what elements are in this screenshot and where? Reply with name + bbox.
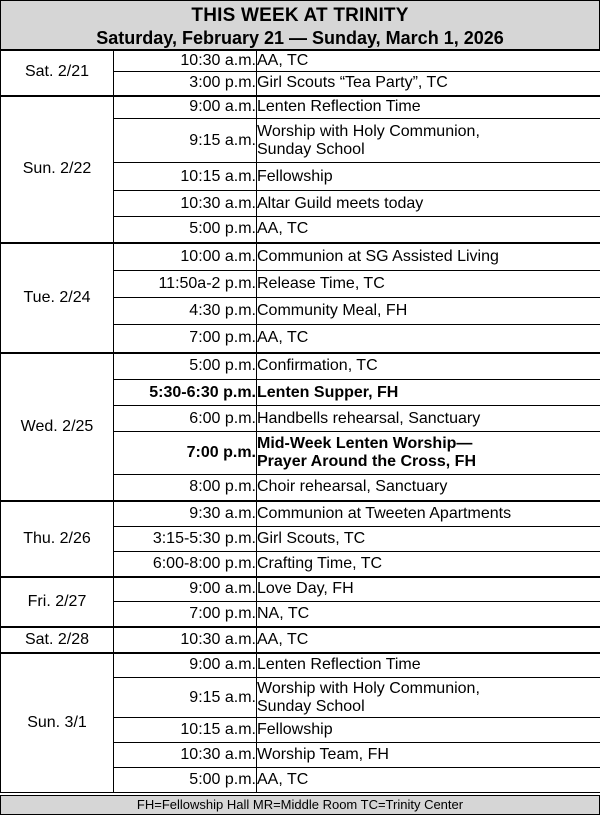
table-row [1,653,600,678]
event-description: Girl Scouts, TC [257,527,600,552]
event-time: 7:00 p.m. [114,432,257,475]
event-description: AA, TC [257,325,600,353]
event-description: Lenten Reflection Time [257,653,600,678]
event-time: 9:15 a.m. [114,678,257,718]
event-time: 9:30 a.m. [114,501,257,527]
event-description: Choir rehearsal, Sanctuary [257,475,600,501]
day-label: Sat. 2/28 [1,627,114,653]
event-description: AA, TC [257,50,600,72]
event-description: Crafting Time, TC [257,552,600,577]
event-description [257,432,600,475]
title-bar [0,0,600,51]
day-label: Sun. 2/22 [1,96,114,243]
table-row [1,353,600,380]
day-label: Sat. 2/21 [1,50,114,96]
event-time: 10:15 a.m. [114,718,257,743]
event-time: 5:00 p.m. [114,217,257,243]
event-time: 8:00 p.m. [114,475,257,501]
event-time: 4:30 p.m. [114,298,257,325]
table-row [1,96,600,119]
event-time: 10:30 a.m. [114,50,257,72]
table-row [1,577,600,602]
event-description: Handbells rehearsal, Sanctuary [257,406,600,432]
event-time: 10:30 a.m. [114,743,257,768]
day-label: Tue. 2/24 [1,243,114,353]
event-description: Altar Guild meets today [257,191,600,217]
event-time: 10:30 a.m. [114,191,257,217]
day-label: Wed. 2/25 [1,353,114,501]
event-time: 6:00 p.m. [114,406,257,432]
event-time: 3:00 p.m. [114,72,257,96]
event-time: 10:15 a.m. [114,163,257,191]
event-line-1: Worship with Holy Communion, [257,679,480,697]
page-title: THIS WEEK AT TRINITY [191,5,409,26]
event-time: 9:00 a.m. [114,96,257,119]
event-line-2: Sunday School [257,697,365,715]
event-description: Fellowship [257,718,600,743]
event-line-2: Sunday School [257,140,365,158]
event-description [257,119,600,163]
event-description: Worship Team, FH [257,743,600,768]
event-description: Communion at SG Assisted Living [257,243,600,271]
event-description: Lenten Reflection Time [257,96,600,119]
event-description: Communion at Tweeten Apartments [257,501,600,527]
event-time: 9:15 a.m. [114,119,257,163]
event-time: 5:00 p.m. [114,768,257,793]
event-time: 9:00 a.m. [114,653,257,678]
event-line-2: Prayer Around the Cross, FH [257,453,477,470]
event-time: 11:50a-2 p.m. [114,271,257,298]
event-time: 5:00 p.m. [114,353,257,380]
table-row [1,243,600,271]
event-description: Love Day, FH [257,577,600,602]
event-time: 5:30-6:30 p.m. [114,380,257,406]
event-description: Release Time, TC [257,271,600,298]
event-description: NA, TC [257,602,600,627]
event-description [257,678,600,718]
event-time: 9:00 a.m. [114,577,257,602]
event-description: Girl Scouts “Tea Party”, TC [257,72,600,96]
day-label: Fri. 2/27 [1,577,114,627]
event-time: 10:00 a.m. [114,243,257,271]
date-range-subtitle: Saturday, February 21 — Sunday, March 1, 2026 [96,28,504,48]
event-description: Confirmation, TC [257,353,600,380]
event-description: AA, TC [257,217,600,243]
event-line-1: Mid-Week Lenten Worship— [257,435,473,452]
event-time: 3:15-5:30 p.m. [114,527,257,552]
day-label: Thu. 2/26 [1,501,114,577]
table-row [1,627,600,653]
event-description: AA, TC [257,627,600,653]
legend-footer: FH=Fellowship Hall MR=Middle Room TC=Trinity Center [0,795,600,815]
event-description: AA, TC [257,768,600,793]
event-description: Fellowship [257,163,600,191]
schedule-table [0,49,600,793]
event-time: 7:00 p.m. [114,602,257,627]
table-row [1,50,600,72]
day-label: Sun. 3/1 [1,653,114,793]
event-description: Lenten Supper, FH [257,380,600,406]
table-row [1,501,600,527]
event-line-1: Worship with Holy Communion, [257,122,480,140]
event-time: 6:00-8:00 p.m. [114,552,257,577]
event-time: 10:30 a.m. [114,627,257,653]
event-description: Community Meal, FH [257,298,600,325]
event-time: 7:00 p.m. [114,325,257,353]
